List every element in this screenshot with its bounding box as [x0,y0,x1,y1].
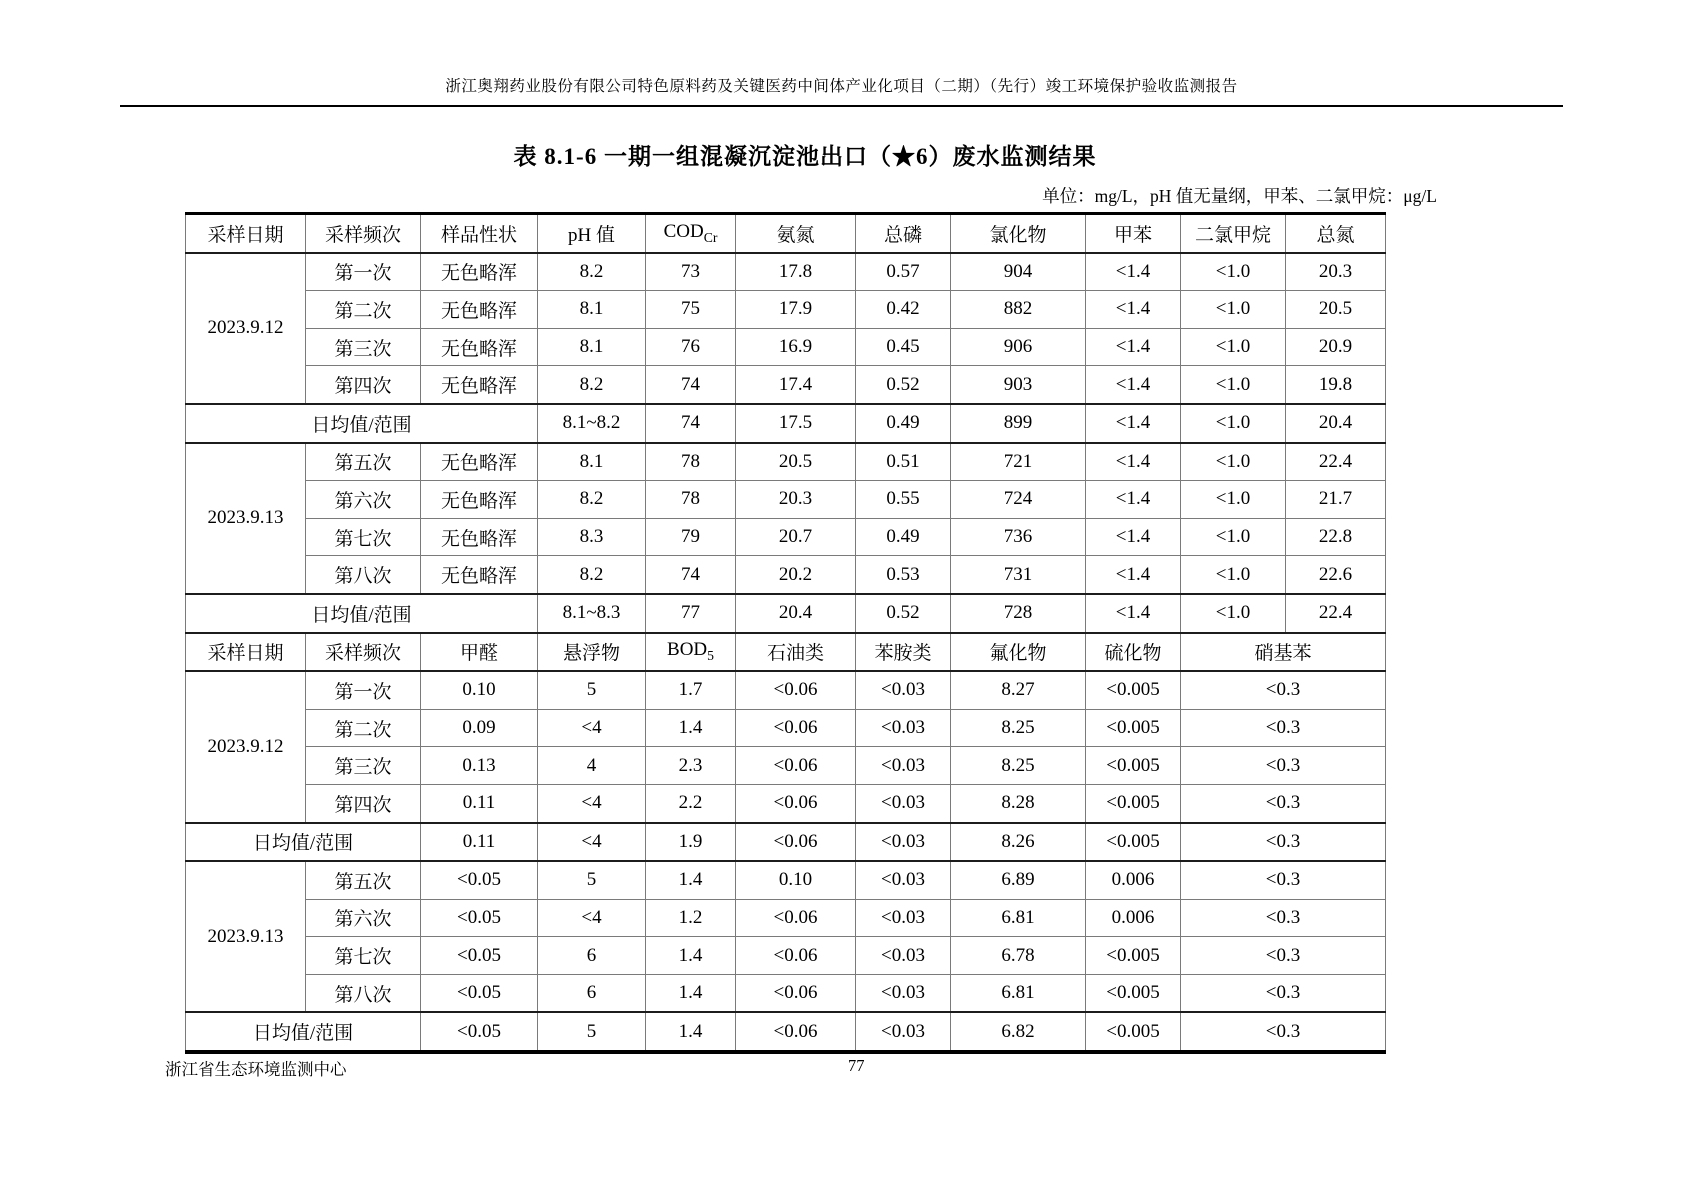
column-header [856,633,951,672]
column-header [421,214,538,253]
column-header-label: 氯化物 [989,224,1047,246]
column-header [646,214,736,253]
sample-frequency-cell: 第二次 [306,709,421,747]
value-cell: 8.27 [951,671,1086,709]
value-cell: 17.8 [736,253,856,291]
value-cell: 903 [951,366,1086,404]
value-cell: 8.25 [951,709,1086,747]
data-row [186,937,1386,975]
value-cell: 19.8 [1286,366,1386,404]
column-header-label: 苯胺类 [874,643,932,665]
sample-date-cell: 2023.9.13 [186,861,306,1012]
daily-average-row [186,404,1386,443]
sample-appearance-cell: 无色略浑 [421,253,538,291]
value-cell: <1.0 [1181,328,1286,366]
value-cell: 6 [538,974,646,1012]
value-cell: <0.005 [1086,937,1181,975]
value-cell: 74 [646,366,736,404]
value-cell: 721 [951,443,1086,481]
data-row [186,556,1386,594]
daily-average-label-cell: 日均值/范围 [186,594,538,633]
value-cell: 1.2 [646,899,736,937]
value-cell: 79 [646,518,736,556]
value-cell: <0.3 [1181,1012,1386,1052]
value-cell: 78 [646,481,736,519]
column-header [306,633,421,672]
value-cell: <0.03 [856,823,951,862]
value-cell: <0.005 [1086,747,1181,785]
value-cell: 8.1 [538,328,646,366]
sample-frequency-cell: 第五次 [306,861,421,899]
column-header-label: 悬浮物 [562,643,620,665]
value-cell: 74 [646,404,736,443]
value-cell: 6.78 [951,937,1086,975]
param-header-row [186,214,1386,253]
value-cell: 0.57 [856,253,951,291]
value-cell: <0.3 [1181,823,1386,862]
data-row [186,291,1386,329]
sample-frequency-cell: 第一次 [306,671,421,709]
value-cell: 20.5 [1286,291,1386,329]
sample-frequency-cell: 第二次 [306,291,421,329]
value-cell: <1.4 [1086,443,1181,481]
value-cell: <0.03 [856,709,951,747]
value-cell: 1.4 [646,937,736,975]
value-cell: <0.3 [1181,974,1386,1012]
value-cell: 1.9 [646,823,736,862]
sample-frequency-cell: 第五次 [306,443,421,481]
value-cell: <1.4 [1086,253,1181,291]
data-row [186,671,1386,709]
column-header [1086,214,1181,253]
column-header-label: 甲苯 [1113,224,1152,246]
value-cell: 8.1 [538,443,646,481]
daily-average-row [186,1012,1386,1052]
sample-appearance-cell: 无色略浑 [421,556,538,594]
value-cell: <1.0 [1181,291,1286,329]
value-cell: <0.06 [736,671,856,709]
value-cell: 0.49 [856,404,951,443]
value-cell: 20.2 [736,556,856,594]
value-cell: 724 [951,481,1086,519]
value-cell: <0.005 [1086,823,1181,862]
column-header-label: 总氮 [1316,224,1355,246]
value-cell: 736 [951,518,1086,556]
sample-frequency-cell: 第三次 [306,328,421,366]
value-cell: 728 [951,594,1086,633]
column-header [538,214,646,253]
value-cell: <1.0 [1181,481,1286,519]
sample-appearance-cell: 无色略浑 [421,443,538,481]
value-cell: <1.4 [1086,328,1181,366]
column-header-label: 氟化物 [989,643,1047,665]
column-header-label: 硫化物 [1104,643,1162,665]
column-header-label: 甲醛 [459,643,498,665]
value-cell: 20.3 [736,481,856,519]
column-header-label: COD [663,220,704,242]
column-header-label: 二氯甲烷 [1194,224,1271,246]
value-cell: 0.52 [856,366,951,404]
unit-note: 单位：mg/L，pH 值无量纲，甲苯、二氯甲烷：μg/L [1042,186,1437,206]
sample-appearance-cell: 无色略浑 [421,328,538,366]
value-cell: 8.26 [951,823,1086,862]
value-cell: 1.4 [646,709,736,747]
value-cell: 20.4 [736,594,856,633]
value-cell: 20.5 [736,443,856,481]
value-cell: 6.81 [951,974,1086,1012]
value-cell: 0.45 [856,328,951,366]
value-cell: 0.42 [856,291,951,329]
page-footer [165,1056,1555,1080]
value-cell: 17.5 [736,404,856,443]
value-cell: 8.2 [538,481,646,519]
column-header-subscript: 5 [707,648,714,664]
value-cell: <1.4 [1086,366,1181,404]
value-cell: 17.4 [736,366,856,404]
value-cell: 0.11 [421,823,538,862]
column-header-label: 氨氮 [776,224,815,246]
value-cell: <1.4 [1086,404,1181,443]
column-header [1086,633,1181,672]
value-cell: 882 [951,291,1086,329]
value-cell: 8.28 [951,784,1086,822]
column-header [306,214,421,253]
daily-average-row [186,823,1386,862]
column-header [1181,633,1386,672]
value-cell: 906 [951,328,1086,366]
column-header-label: BOD [667,639,708,661]
column-header-label: 采样日期 [207,643,284,665]
monitoring-table-body [186,214,1386,1053]
sample-frequency-cell: 第八次 [306,556,421,594]
value-cell: 0.10 [736,861,856,899]
sample-frequency-cell: 第四次 [306,366,421,404]
value-cell: <0.03 [856,861,951,899]
daily-average-label-cell: 日均值/范围 [186,404,538,443]
value-cell: 0.53 [856,556,951,594]
column-header [538,633,646,672]
column-header-label: 石油类 [766,643,824,665]
value-cell: <1.0 [1181,594,1286,633]
value-cell: 0.49 [856,518,951,556]
column-header [951,214,1086,253]
value-cell: <4 [538,709,646,747]
sample-frequency-cell: 第七次 [306,937,421,975]
column-header-label: 采样日期 [207,224,284,246]
sample-appearance-cell: 无色略浑 [421,518,538,556]
value-cell: <0.05 [421,1012,538,1052]
sample-frequency-cell: 第七次 [306,518,421,556]
value-cell: 20.4 [1286,404,1386,443]
value-cell: 0.006 [1086,899,1181,937]
column-header-label: 样品性状 [440,224,517,246]
value-cell: 20.9 [1286,328,1386,366]
monitoring-table [185,212,1386,1054]
data-row [186,366,1386,404]
value-cell: <0.005 [1086,974,1181,1012]
value-cell: <0.3 [1181,861,1386,899]
value-cell: <1.0 [1181,404,1286,443]
data-row [186,328,1386,366]
daily-average-label-cell: 日均值/范围 [186,1012,421,1052]
value-cell: 6.89 [951,861,1086,899]
value-cell: 0.006 [1086,861,1181,899]
value-cell: <0.3 [1181,747,1386,785]
column-header [186,214,306,253]
value-cell: 5 [538,671,646,709]
value-cell: 17.9 [736,291,856,329]
value-cell: 6.82 [951,1012,1086,1052]
value-cell: 899 [951,404,1086,443]
column-header [856,214,951,253]
value-cell: 8.2 [538,253,646,291]
sample-frequency-cell: 第三次 [306,747,421,785]
daily-average-label-cell: 日均值/范围 [186,823,421,862]
value-cell: 1.4 [646,1012,736,1052]
data-row [186,784,1386,822]
value-cell: 77 [646,594,736,633]
value-cell: <0.06 [736,899,856,937]
value-cell: 16.9 [736,328,856,366]
document-header [120,74,1563,107]
value-cell: <4 [538,899,646,937]
value-cell: <1.4 [1086,518,1181,556]
sample-appearance-cell: 无色略浑 [421,291,538,329]
value-cell: <1.0 [1181,366,1286,404]
value-cell: 4 [538,747,646,785]
column-header-subscript: Cr [703,229,718,245]
document-header-text: 浙江奥翔药业股份有限公司特色原料药及关键医药中间体产业化项目（二期）（先行）竣工环境保护验收监测报告 [445,78,1238,95]
table-title: 表 8.1-6 一期一组混凝沉淀池出口（★6）废水监测结果 [513,144,1097,169]
data-row [186,899,1386,937]
value-cell: 22.6 [1286,556,1386,594]
value-cell: 8.2 [538,556,646,594]
sample-frequency-cell: 第一次 [306,253,421,291]
value-cell: <1.0 [1181,443,1286,481]
value-cell: 731 [951,556,1086,594]
value-cell: <1.0 [1181,556,1286,594]
sample-frequency-cell: 第六次 [306,899,421,937]
value-cell: <1.4 [1086,291,1181,329]
column-header [421,633,538,672]
value-cell: <0.06 [736,937,856,975]
column-header [1286,214,1386,253]
value-cell: <0.03 [856,1012,951,1052]
value-cell: <0.03 [856,899,951,937]
value-cell: 0.51 [856,443,951,481]
value-cell: 1.4 [646,974,736,1012]
column-header [186,633,306,672]
value-cell: 20.7 [736,518,856,556]
value-cell: <0.03 [856,784,951,822]
value-cell: 8.3 [538,518,646,556]
value-cell: <0.03 [856,974,951,1012]
value-cell: <0.06 [736,784,856,822]
value-cell: 78 [646,443,736,481]
value-cell: <4 [538,784,646,822]
value-cell: <4 [538,823,646,862]
value-cell: <0.3 [1181,784,1386,822]
value-cell: 2.3 [646,747,736,785]
column-header-label: 采样频次 [324,224,401,246]
sample-date-cell: 2023.9.12 [186,671,306,822]
column-header-label: pH 值 [568,224,615,246]
data-row [186,253,1386,291]
value-cell: <0.03 [856,747,951,785]
value-cell: 904 [951,253,1086,291]
value-cell: <0.3 [1181,709,1386,747]
value-cell: 6.81 [951,899,1086,937]
value-cell: 0.55 [856,481,951,519]
value-cell: <0.06 [736,974,856,1012]
value-cell: <0.05 [421,937,538,975]
column-header [1181,214,1286,253]
column-header-label: 总磷 [883,224,922,246]
value-cell: 0.52 [856,594,951,633]
param-header-row [186,633,1386,672]
value-cell: <0.03 [856,671,951,709]
sample-frequency-cell: 第四次 [306,784,421,822]
value-cell: <0.06 [736,823,856,862]
value-cell: <0.06 [736,709,856,747]
value-cell: 0.09 [421,709,538,747]
sample-frequency-cell: 第六次 [306,481,421,519]
column-header-label: 采样频次 [324,643,401,665]
value-cell: 5 [538,861,646,899]
data-row [186,481,1386,519]
value-cell: 22.4 [1286,443,1386,481]
value-cell: 2.2 [646,784,736,822]
data-row [186,518,1386,556]
value-cell: <0.05 [421,861,538,899]
data-row [186,861,1386,899]
value-cell: 74 [646,556,736,594]
column-header-label: 硝基苯 [1254,643,1312,665]
value-cell: <0.06 [736,1012,856,1052]
value-cell: <1.0 [1181,253,1286,291]
column-header [736,214,856,253]
value-cell: <0.005 [1086,709,1181,747]
value-cell: 8.1~8.3 [538,594,646,633]
value-cell: <0.06 [736,747,856,785]
column-header [951,633,1086,672]
value-cell: <0.005 [1086,671,1181,709]
value-cell: <1.4 [1086,481,1181,519]
sample-appearance-cell: 无色略浑 [421,481,538,519]
value-cell: 8.1~8.2 [538,404,646,443]
data-row [186,974,1386,1012]
value-cell: 76 [646,328,736,366]
value-cell: <1.4 [1086,556,1181,594]
column-header [736,633,856,672]
value-cell: 21.7 [1286,481,1386,519]
value-cell: <1.0 [1181,518,1286,556]
footer-organization: 浙江省生态环境监测中心 [165,1060,347,1079]
value-cell: 0.11 [421,784,538,822]
value-cell: <0.03 [856,937,951,975]
daily-average-row [186,594,1386,633]
sample-frequency-cell: 第八次 [306,974,421,1012]
value-cell: 22.4 [1286,594,1386,633]
value-cell: 6 [538,937,646,975]
sample-appearance-cell: 无色略浑 [421,366,538,404]
value-cell: <0.3 [1181,899,1386,937]
value-cell: 75 [646,291,736,329]
value-cell: 0.10 [421,671,538,709]
value-cell: <1.4 [1086,594,1181,633]
value-cell: <0.3 [1181,671,1386,709]
value-cell: 1.4 [646,861,736,899]
data-row [186,709,1386,747]
value-cell: <0.005 [1086,784,1181,822]
value-cell: 5 [538,1012,646,1052]
column-header [646,633,736,672]
page-number: 77 [848,1056,865,1075]
data-row [186,747,1386,785]
value-cell: <0.05 [421,899,538,937]
value-cell: 22.8 [1286,518,1386,556]
value-cell: 0.13 [421,747,538,785]
value-cell: <0.3 [1181,937,1386,975]
sample-date-cell: 2023.9.13 [186,443,306,594]
value-cell: 1.7 [646,671,736,709]
value-cell: <0.05 [421,974,538,1012]
value-cell: 73 [646,253,736,291]
value-cell: 8.1 [538,291,646,329]
sample-date-cell: 2023.9.12 [186,253,306,404]
data-row [186,443,1386,481]
value-cell: 8.2 [538,366,646,404]
value-cell: <0.005 [1086,1012,1181,1052]
value-cell: 20.3 [1286,253,1386,291]
value-cell: 8.25 [951,747,1086,785]
